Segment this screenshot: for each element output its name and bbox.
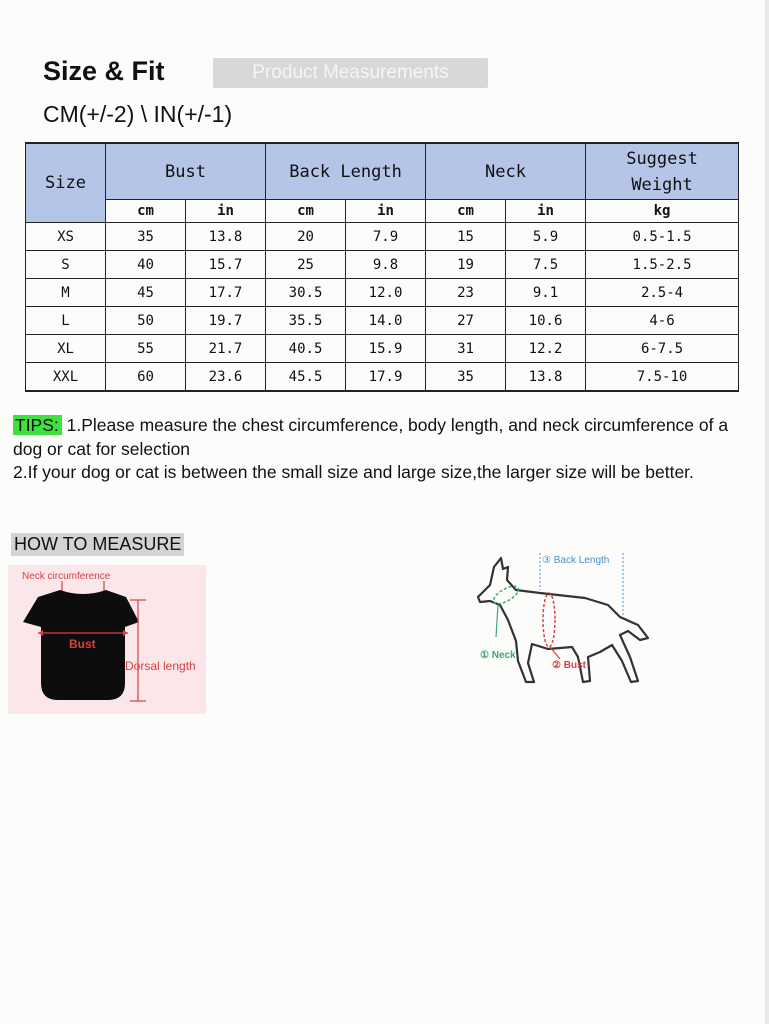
size-header: Size [26,143,106,223]
size-table [25,142,739,392]
value-cell: 27 [426,307,506,335]
tolerance-note: CM(+/-2) \ IN(+/-1) [43,101,233,127]
value-cell: 10.6 [506,307,586,335]
value-cell: 12.0 [346,279,426,307]
value-cell: 7.9 [346,223,426,251]
value-cell: 13.8 [186,223,266,251]
bust-label: Bust [69,637,96,651]
value-cell: 21.7 [186,335,266,363]
neck-label: ① Neck [480,650,516,661]
tips-label: TIPS: [13,415,62,435]
unit-cell: in [346,200,426,223]
page-edge [765,0,769,1024]
value-cell: 35.5 [266,307,346,335]
tip-2: 2.If your dog or cat is between the small size and large size,the larger size will be better. [13,462,694,482]
product-measurements-badge: Product Measurements [213,58,488,88]
table-row [26,279,739,307]
tips-section [13,414,758,485]
unit-cell: kg [586,200,739,223]
value-cell: 9.8 [346,251,426,279]
tip-1: 1.Please measure the chest circumference, body length, and neck circumference of a dog or cat for selection [13,415,729,459]
value-cell: 2.5-4 [586,279,739,307]
size-cell: S [26,251,106,279]
value-cell: 5.9 [506,223,586,251]
table-header-row [26,143,739,200]
unit-cell: cm [266,200,346,223]
bust-header: Bust [106,143,266,200]
unit-cell: cm [426,200,506,223]
table-row [26,223,739,251]
value-cell: 17.9 [346,363,426,392]
dorsal-length-label: Dorsal length [125,659,196,673]
page-title: Size & Fit [43,56,165,86]
value-cell: 23.6 [186,363,266,392]
size-cell: XS [26,223,106,251]
value-cell: 15.9 [346,335,426,363]
table-row [26,363,739,392]
size-cell: XL [26,335,106,363]
value-cell: 15.7 [186,251,266,279]
unit-cell: in [186,200,266,223]
back-length-header: Back Length [266,143,426,200]
weight-header-line1: Suggest [626,148,698,169]
value-cell: 12.2 [506,335,586,363]
value-cell: 45 [106,279,186,307]
value-cell: 35 [106,223,186,251]
unit-row [26,200,739,223]
bust-label-dog: ② Bust [552,660,586,671]
value-cell: 20 [266,223,346,251]
value-cell: 23 [426,279,506,307]
value-cell: 19.7 [186,307,266,335]
value-cell: 17.7 [186,279,266,307]
value-cell: 14.0 [346,307,426,335]
size-cell: M [26,279,106,307]
value-cell: 60 [106,363,186,392]
shirt-measure-illustration [8,565,206,714]
value-cell: 9.1 [506,279,586,307]
value-cell: 31 [426,335,506,363]
value-cell: 19 [426,251,506,279]
table-row [26,335,739,363]
value-cell: 7.5-10 [586,363,739,392]
unit-cell: cm [106,200,186,223]
table-row [26,307,739,335]
value-cell: 55 [106,335,186,363]
neck-circumference-label: Neck circumference [22,571,111,582]
table-row [26,251,739,279]
how-to-measure-heading: HOW TO MEASURE [11,533,184,556]
back-length-label: ③ Back Length [542,555,610,566]
weight-header [586,143,739,200]
size-cell: XXL [26,363,106,392]
value-cell: 4-6 [586,307,739,335]
value-cell: 0.5-1.5 [586,223,739,251]
value-cell: 1.5-2.5 [586,251,739,279]
value-cell: 25 [266,251,346,279]
weight-header-line2: Weight [631,174,693,195]
value-cell: 40 [106,251,186,279]
value-cell: 45.5 [266,363,346,392]
value-cell: 50 [106,307,186,335]
value-cell: 15 [426,223,506,251]
unit-cell: in [506,200,586,223]
value-cell: 6-7.5 [586,335,739,363]
size-cell: L [26,307,106,335]
value-cell: 30.5 [266,279,346,307]
value-cell: 35 [426,363,506,392]
neck-header: Neck [426,143,586,200]
value-cell: 7.5 [506,251,586,279]
dog-measure-illustration [470,545,660,695]
value-cell: 13.8 [506,363,586,392]
value-cell: 40.5 [266,335,346,363]
